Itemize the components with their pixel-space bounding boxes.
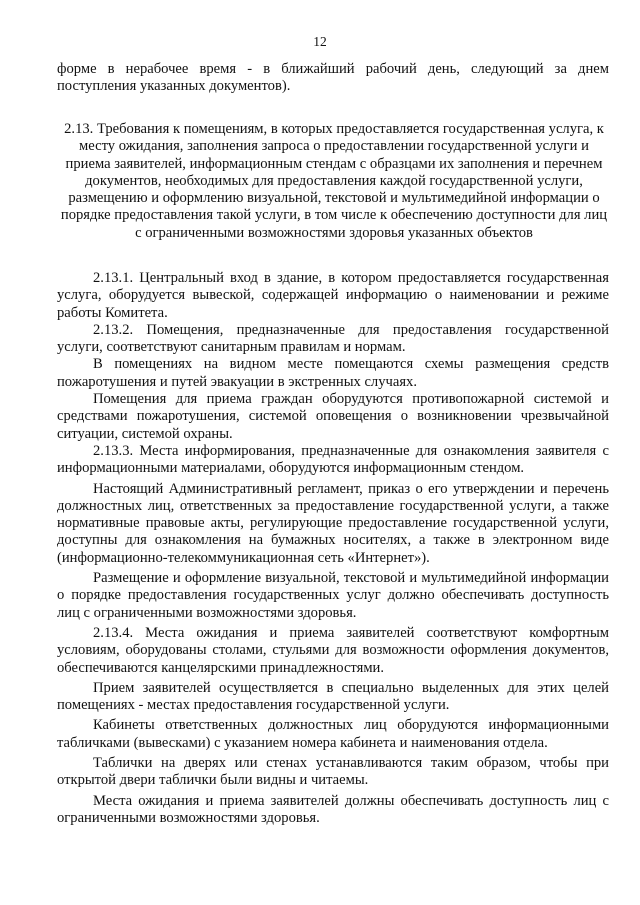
paragraph-accessibility: Места ожидания и приема заявителей должны обеспечивать доступность лиц с ограниченными возможностями здоровья. [57,792,609,826]
paragraph-door-signs: Таблички на дверях или стенах устанавливаются таким образом, чтобы при открытой двери таблички были видны и читаемы. [57,755,609,789]
paragraph-office-signs: Кабинеты ответственных должностных лиц оборудуются информационными табличками (вывесками) с указанием номера кабинета и наименования отдела. [57,717,609,751]
continuation-paragraph [57,61,609,96]
paragraph-2-13-4: 2.13.4. Места ожидания и приема заявителей соответствуют комфортным условиям, оборудованы столами, стульями для возможности оформления документов, обеспечиваются канцелярскими принадлежностями. [57,624,609,676]
paragraph-fire-protection: Помещения для приема граждан оборудуются противопожарной системой и средствами пожаротушения, системой оповещения о возникновении чрезвычайной ситуации, системой охраны. [57,391,609,442]
paragraph-multimedia-information: Размещение и оформление визуальной, текстовой и мультимедийной информации о порядке предоставления государственных услуг должно обеспечивать доступность лиц с ограниченными возможностями здоровья. [57,570,609,621]
paragraph-2-13-1: 2.13.1. Центральный вход в здание, в котором предоставляется государственная услуга, оборудуется вывеской, содержащей информацию о наименовании и режиме работы Комитета. [57,270,609,321]
paragraph-reception-premises: Прием заявителей осуществляется в специально выделенных для этих целей помещениях - местах предоставления государственной услуги. [57,679,609,714]
paragraph-2-13-2: 2.13.2. Помещения, предназначенные для предоставления государственной услуги, соответствуют санитарным правилам и нормам. [57,321,609,356]
paragraph-2-13-3: 2.13.3. Места информирования, предназначенные для ознакомления заявителя с информационными материалами, оборудуются информационным стендом. [57,442,609,477]
paragraph-evacuation-schemes: В помещениях на видном месте помещаются схемы размещения средств пожаротушения и путей эвакуации в экстренных случаях. [57,356,609,390]
paragraph-regulation-availability: Настоящий Административный регламент, приказ о его утверждении и перечень должностных лиц, ответственных за предоставление государственной услуги, а также нормативные правовые акты, регулирующие предоставление государственной услуги, доступны для ознакомления на бумажных носителях, а также в электронном виде (информационно-телекоммуникационная сеть «Интернет»). [57,480,609,566]
section-body [57,270,609,827]
section-heading: 2.13. Требования к помещениям, в которых предоставляется государственная услуга, к месту ожидания, заполнения запроса о предоставлении государственной услуги и приема заявителей, информационным стендам с образцами их заполнения и перечнем документов, необходимых для предоставления каждой государственной услуги, размещению и оформлению визуальной, текстовой и мультимедийной информации о порядке предоставления такой услуги, в том числе к обеспечению доступности для лиц с ограниченными возможностями здоровья указанных объектов [60,121,608,241]
page-number: 12 [313,34,327,49]
continuation-text: форме в нерабочее время - в ближайший рабочий день, следующий за днем поступления указанных документов). [57,61,609,95]
